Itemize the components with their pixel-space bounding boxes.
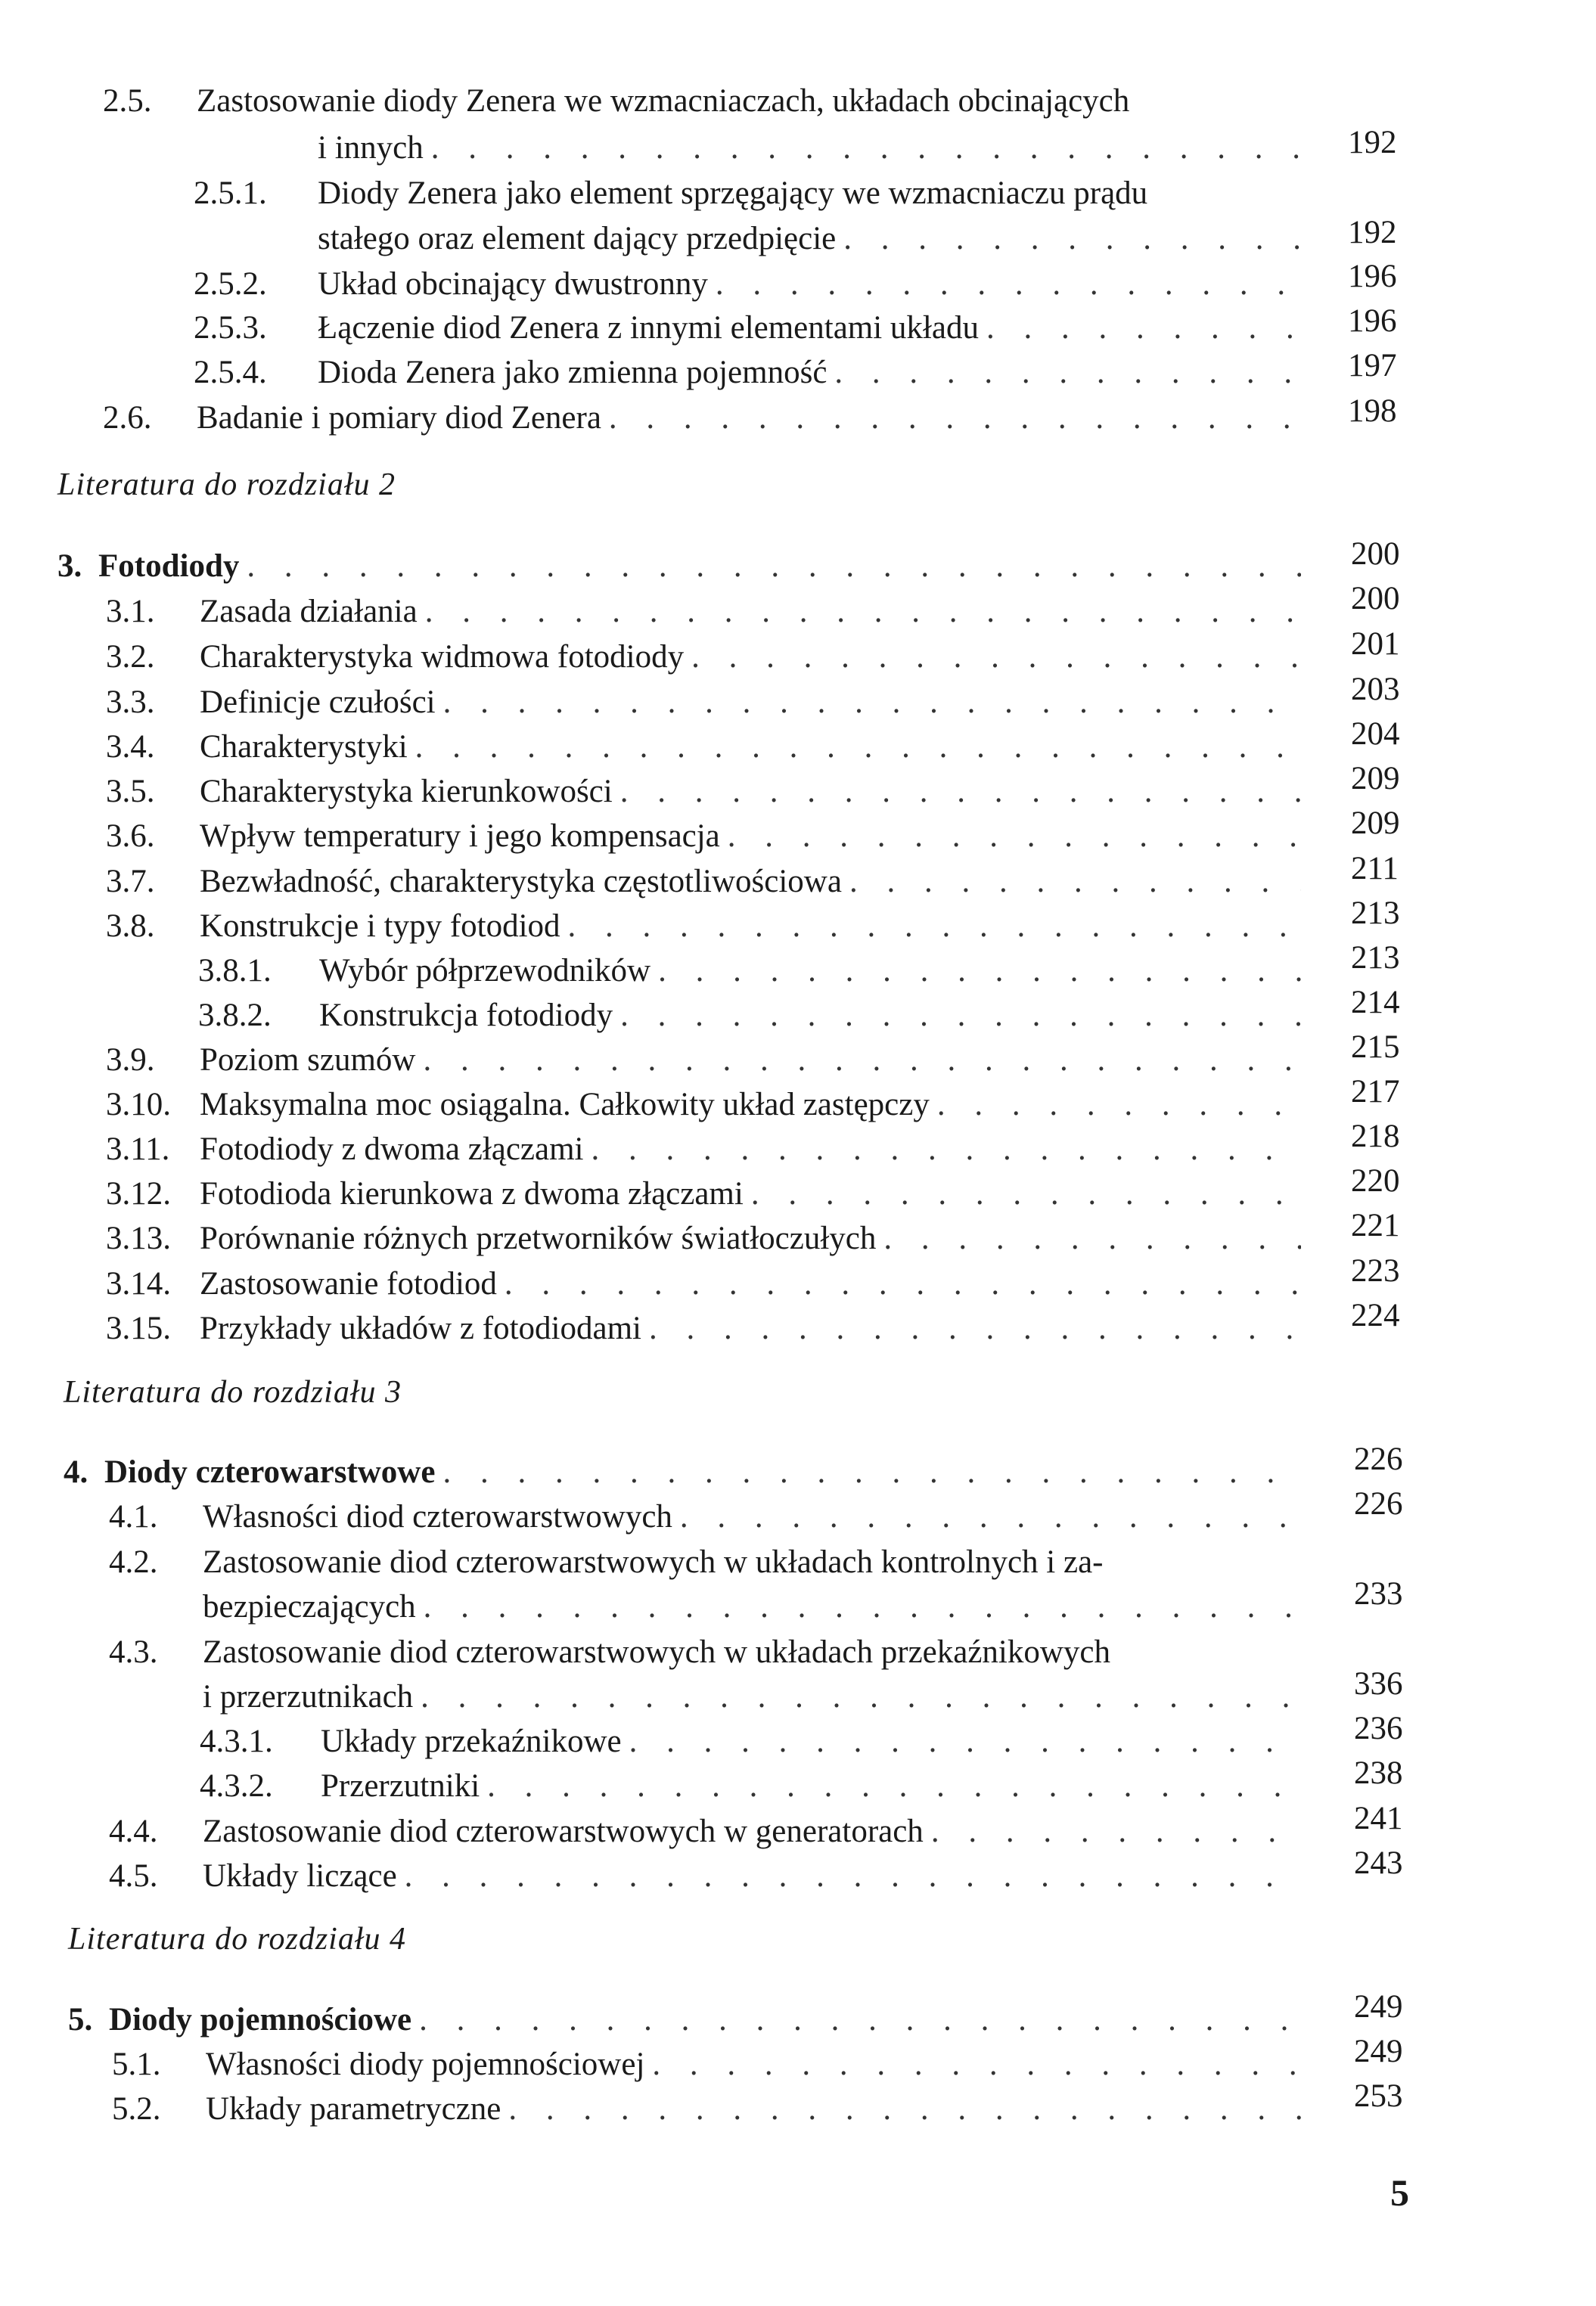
toc-entry-number: 3.4. [106, 729, 155, 765]
toc-entry [103, 399, 1301, 438]
toc-entry-number: 2.5.1. [194, 175, 267, 211]
dot-leader [609, 399, 1301, 438]
toc-entry-title: Maksymalna moc osiągalna. Całkowity układ zastępczy [200, 1087, 930, 1122]
toc-entry-title: Łączenie diod Zenera z innymi elementami układu [318, 310, 979, 346]
dot-leader [415, 728, 1301, 767]
dot-leader [728, 817, 1301, 856]
toc-entry-title: Układy liczące [203, 1858, 397, 1894]
dot-leader [487, 1767, 1301, 1806]
toc-entry-title: Własności diody pojemnościowej [206, 2047, 645, 2082]
toc-entry-number: 4. [64, 1454, 88, 1490]
toc-entry-page: 215 [1351, 1029, 1400, 1065]
toc-entry-page: 236 [1354, 1711, 1403, 1746]
toc-entry-title: Układy przekaźnikowe [321, 1724, 622, 1759]
toc-entry-number: 3.8.1. [198, 953, 272, 989]
toc-entry [106, 728, 1301, 767]
toc-entry [194, 309, 1301, 348]
toc-entry-page: 200 [1351, 581, 1400, 616]
toc-entry-number: 4.3.2. [200, 1768, 273, 1804]
toc-entry-page: 214 [1351, 985, 1400, 1020]
toc-entry-page: 192 [1348, 215, 1397, 250]
toc-entry-number: 4.1. [109, 1499, 158, 1535]
toc-entry-title: Zasada działania [200, 594, 418, 629]
dot-leader [505, 1265, 1301, 1304]
dot-leader [849, 862, 1301, 902]
dot-leader [425, 592, 1301, 632]
dot-leader [423, 1041, 1301, 1080]
toc-entry-page: 220 [1351, 1163, 1400, 1199]
toc-entry [106, 1175, 1301, 1214]
toc-entry [106, 1309, 1301, 1349]
toc-entry-title: Charakterystyka widmowa fotodiody [200, 639, 685, 675]
toc-entry-number: 3.1. [106, 594, 155, 629]
toc-entry [198, 996, 1301, 1035]
toc-entry [106, 638, 1301, 677]
toc-entry [109, 1857, 1301, 1896]
toc-entry [106, 907, 1301, 946]
toc-entry-page: 211 [1351, 851, 1399, 886]
toc-entry-page: 233 [1354, 1576, 1403, 1612]
toc-entry [200, 1722, 1301, 1761]
dot-leader [424, 1588, 1301, 1627]
toc-entry [64, 1453, 1301, 1492]
toc-entry-page: 218 [1351, 1119, 1400, 1154]
toc-entry [106, 1041, 1301, 1080]
toc-entry-number: 3.7. [106, 864, 155, 899]
toc-entry [68, 2000, 1301, 2040]
dot-leader [431, 129, 1301, 168]
toc-entry-page: 209 [1351, 805, 1400, 841]
toc-entry-number: 5.2. [112, 2091, 161, 2127]
toc-entry-page: 221 [1351, 1208, 1400, 1243]
toc-entry-page: 249 [1354, 2034, 1403, 2069]
toc-entry-page: 197 [1348, 348, 1397, 383]
toc-entry-number: 3.3. [106, 684, 155, 720]
dot-leader [443, 683, 1301, 722]
chapter-references: Literatura do rozdziału 4 [68, 1922, 407, 1957]
dot-leader [592, 1130, 1302, 1169]
chapter-references: Literatura do rozdziału 2 [57, 467, 396, 502]
toc-entry-title: Przerzutniki [321, 1768, 480, 1804]
page-number: 5 [1390, 2171, 1409, 2214]
toc-entry-page: 192 [1348, 125, 1397, 160]
toc-entry [203, 1588, 1301, 1627]
toc-entry-title: Własności diod czterowarstwowych [203, 1499, 672, 1535]
toc-entry-number: 3.9. [106, 1042, 155, 1078]
toc-entry [200, 1767, 1301, 1806]
toc-entry [112, 2090, 1301, 2129]
dot-leader [751, 1175, 1301, 1214]
toc-entry-title: Poziom szumów [200, 1042, 416, 1078]
toc-entry-number: 3.14. [106, 1266, 171, 1302]
toc-entry-title: Układ obcinający dwustronny [318, 266, 708, 302]
toc-entry-number: 4.2. [109, 1544, 158, 1580]
toc-entry-title: Konstrukcja fotodiody [319, 998, 613, 1033]
toc-entry-title: Konstrukcje i typy fotodiod [200, 908, 560, 944]
toc-entry-title: Zastosowanie fotodiod [200, 1266, 497, 1302]
toc-entry-number: 3.5. [106, 774, 155, 809]
toc-entry-page: 223 [1351, 1253, 1400, 1289]
toc-entry-page: 224 [1351, 1298, 1400, 1333]
toc-entry-page: 226 [1354, 1486, 1403, 1522]
dot-leader [508, 2090, 1301, 2129]
toc-entry-page: 243 [1354, 1845, 1403, 1881]
dot-leader [986, 309, 1301, 348]
toc-entry-page: 241 [1354, 1801, 1403, 1836]
dot-leader [419, 2000, 1301, 2040]
toc-entry-page: 196 [1348, 303, 1397, 339]
toc-entry-number: 3.8. [106, 908, 155, 944]
toc-entry-title: Diody pojemnościowe [109, 2002, 412, 2038]
toc-entry-page: 201 [1351, 626, 1400, 662]
dot-leader [405, 1857, 1301, 1896]
toc-entry-title: i innych [318, 130, 424, 166]
toc-entry-number: 4.5. [109, 1858, 158, 1894]
toc-entry-page: 336 [1354, 1666, 1403, 1702]
dot-leader [931, 1812, 1301, 1851]
toc-entry [318, 219, 1301, 259]
toc-entry-number: 3.15. [106, 1311, 171, 1346]
toc-entry [106, 1085, 1301, 1125]
toc-entry-title: Bezwładność, charakterystyka częstotliwościowa [200, 864, 842, 899]
toc-entry-title: Fotodioda kierunkowa z dwoma złączami [200, 1176, 744, 1212]
toc-entry-title: Zastosowanie diod czterowarstwowych w układach kontrolnych i za- [203, 1544, 1104, 1580]
toc-entry [57, 547, 1301, 586]
dot-leader [649, 1309, 1301, 1349]
dot-leader [421, 1678, 1301, 1717]
toc-entry [203, 1678, 1301, 1717]
toc-entry-title: Badanie i pomiary diod Zenera [197, 400, 601, 436]
toc-entry-page: 198 [1348, 393, 1397, 429]
toc-entry [194, 353, 1301, 393]
chapter-references: Literatura do rozdziału 3 [64, 1375, 402, 1410]
toc-entry [103, 82, 1313, 121]
toc-entry-title: Diody czterowarstwowe [104, 1454, 436, 1490]
toc-entry-number: 3.12. [106, 1176, 171, 1212]
toc-entry-title: Fotodiody [98, 548, 240, 584]
toc-entry-title: Wybór półprzewodników [319, 953, 651, 989]
toc-entry [109, 1812, 1301, 1851]
dot-leader [834, 353, 1301, 393]
toc-entry [198, 951, 1301, 991]
toc-entry-page: 204 [1351, 716, 1400, 752]
toc-entry-page: 238 [1354, 1755, 1403, 1791]
toc-entry-title: Wpływ temperatury i jego kompensacja [200, 818, 720, 854]
toc-entry-title: Porównanie różnych przetworników światłoczułych [200, 1221, 877, 1256]
dot-leader [937, 1085, 1301, 1125]
dot-leader [247, 547, 1301, 586]
dot-leader [652, 2045, 1301, 2084]
dot-leader [442, 1453, 1301, 1492]
toc-entry-page: 203 [1351, 672, 1400, 707]
toc-entry-page: 196 [1348, 259, 1397, 294]
toc-entry-number: 2.5. [103, 83, 152, 119]
toc-entry-number: 3. [57, 548, 82, 584]
toc-entry-title: i przerzutnikach [203, 1679, 414, 1715]
toc-entry-number: 2.5.2. [194, 266, 267, 302]
toc-entry-number: 4.3. [109, 1634, 158, 1670]
dot-leader [629, 1722, 1301, 1761]
toc-entry-number: 5. [68, 2002, 93, 2038]
toc-entry-title: Przykłady układów z fotodiodami [200, 1311, 641, 1346]
toc-entry [109, 1543, 1334, 1582]
toc-entry-title: bezpieczających [203, 1589, 416, 1625]
dot-leader [883, 1219, 1301, 1259]
toc-entry-title: Zastosowanie diod czterowarstwowych w generatorach [203, 1814, 924, 1849]
toc-entry-page: 226 [1354, 1442, 1403, 1477]
toc-entry [106, 683, 1301, 722]
toc-entry-number: 2.5.3. [194, 310, 267, 346]
toc-entry [112, 2045, 1301, 2084]
toc-entry [109, 1633, 1334, 1672]
toc-entry-number: 3.11. [106, 1131, 170, 1167]
toc-entry-title: Zastosowanie diod czterowarstwowych w układach przekaźnikowych [203, 1634, 1110, 1670]
toc-entry-title: Charakterystyki [200, 729, 408, 765]
toc-entry [109, 1498, 1301, 1537]
dot-leader [658, 951, 1301, 991]
toc-entry-title: Zastosowanie diody Zenera we wzmacniaczach, układach obcinających [197, 83, 1130, 119]
toc-entry-title: Układy parametryczne [206, 2091, 501, 2127]
toc-entry-number: 3.10. [106, 1087, 171, 1122]
toc-entry [106, 862, 1301, 902]
dot-leader [568, 907, 1301, 946]
toc-entry-number: 3.8.2. [198, 998, 272, 1033]
toc-entry-number: 3.6. [106, 818, 155, 854]
toc-entry [318, 129, 1301, 168]
toc-entry-title: Diody Zenera jako element sprzęgający we wzmacniaczu prądu [318, 175, 1148, 211]
toc-entry-number: 2.6. [103, 400, 152, 436]
toc-entry [106, 592, 1301, 632]
toc-entry-page: 213 [1351, 895, 1400, 931]
dot-leader [691, 638, 1301, 677]
toc-entry [106, 772, 1301, 812]
toc-entry-page: 213 [1351, 940, 1400, 976]
toc-entry-page: 217 [1351, 1074, 1400, 1110]
toc-entry [106, 1130, 1301, 1169]
toc-entry-title: Dioda Zenera jako zmienna pojemność [318, 355, 827, 390]
dot-leader [620, 996, 1301, 1035]
toc-entry [106, 1219, 1301, 1259]
toc-entry-page: 253 [1354, 2078, 1403, 2114]
toc-entry-number: 5.1. [112, 2047, 161, 2082]
toc-entry-number: 4.4. [109, 1814, 158, 1849]
toc-entry-title: stałego oraz element dający przedpięcie [318, 221, 837, 256]
toc-entry-page: 200 [1351, 536, 1400, 572]
toc-entry [106, 1265, 1301, 1304]
toc-entry-page: 249 [1354, 1989, 1403, 2025]
toc-entry-number: 4.3.1. [200, 1724, 273, 1759]
toc-entry-number: 3.2. [106, 639, 155, 675]
toc-entry [106, 817, 1301, 856]
toc-entry-number: 2.5.4. [194, 355, 267, 390]
toc-entry-title: Definicje czułości [200, 684, 436, 720]
dot-leader [620, 772, 1301, 812]
dot-leader [680, 1498, 1301, 1537]
toc-entry-title: Fotodiody z dwoma złączami [200, 1131, 584, 1167]
toc-entry [194, 174, 1321, 213]
toc-entry-number: 3.13. [106, 1221, 171, 1256]
toc-entry-title: Charakterystyka kierunkowości [200, 774, 613, 809]
dot-leader [716, 265, 1301, 304]
dot-leader [843, 219, 1301, 259]
toc-entry [194, 265, 1301, 304]
toc-entry-page: 209 [1351, 761, 1400, 796]
